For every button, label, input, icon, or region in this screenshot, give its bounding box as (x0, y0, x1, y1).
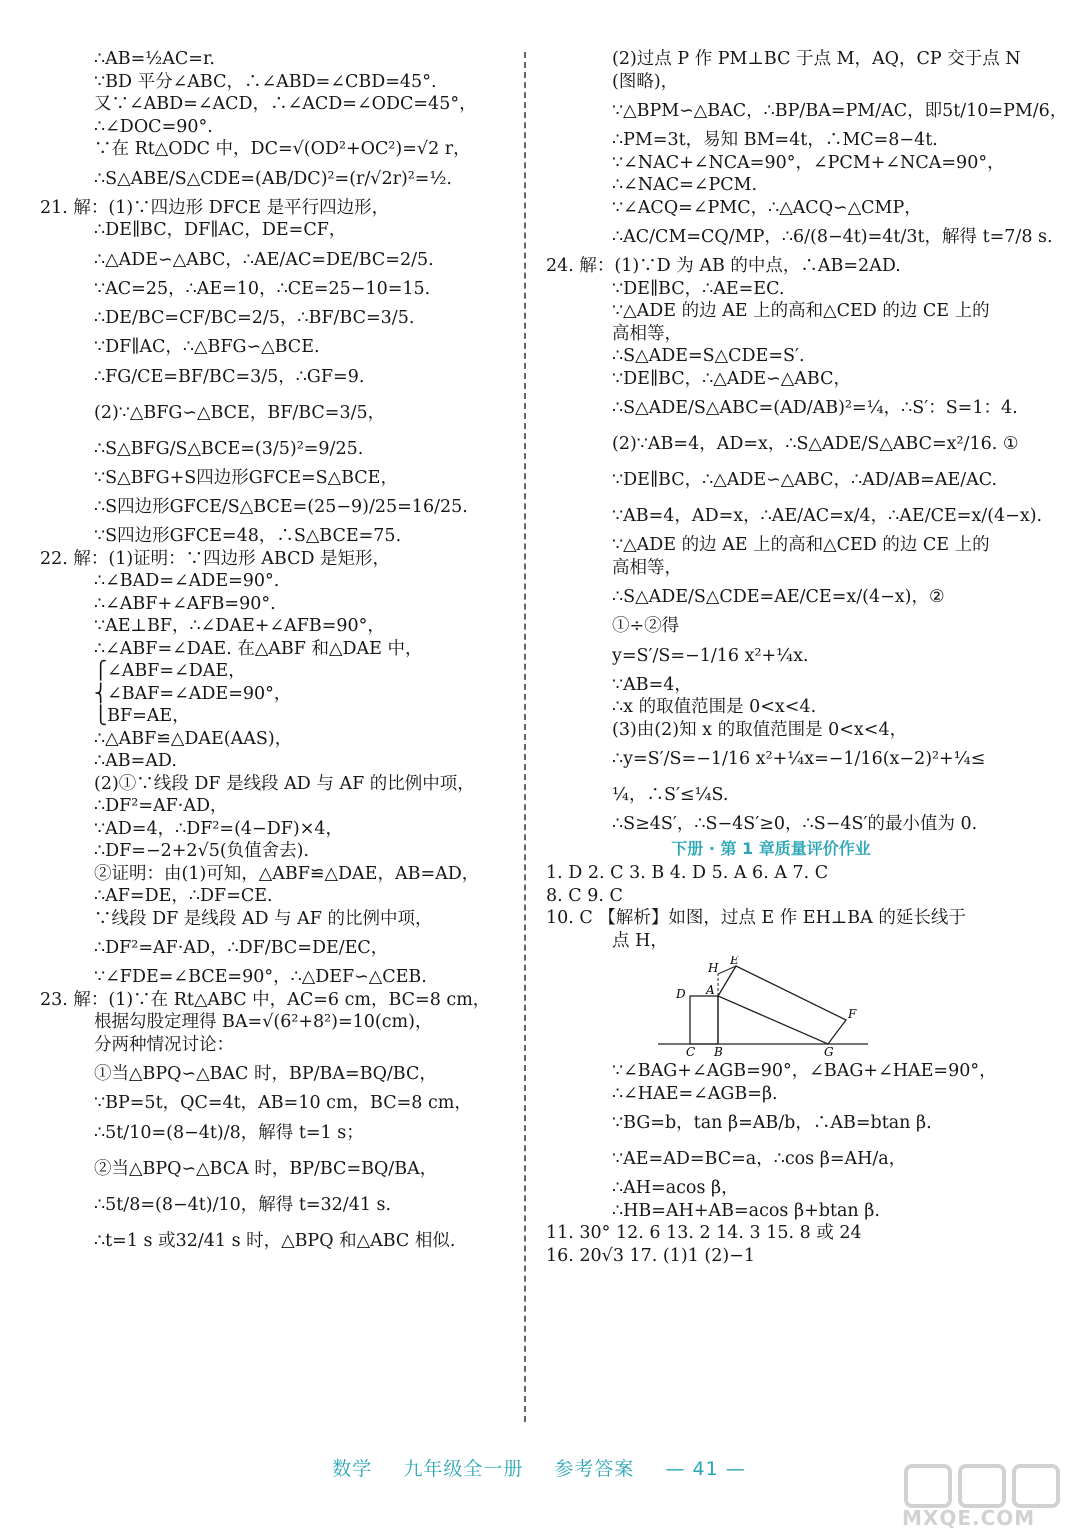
label-f: F (848, 1007, 857, 1021)
left-solution-line: ∴S△BFG/S△BCE=(3/5)²=9/25. (94, 438, 364, 459)
left-solution-line: ∴DF=−2+2√5(负值舍去). (94, 841, 310, 861)
left-solution-line: ∴t=1 s 或32/41 s 时，△BPQ 和△ABC 相似. (94, 1230, 456, 1251)
label-e: E (730, 956, 739, 967)
right-solution-line: 高相等， (612, 323, 682, 344)
right-solution-line: ¼，∴S′≤¼S. (612, 785, 729, 805)
left-solution-line: ∴∠DOC=90°. (94, 116, 213, 137)
label-b: B (714, 1045, 723, 1056)
label-d: D (676, 987, 686, 1001)
right-solution-line: ∴S△ADE/S△CDE=AE/CE=x/(4−x)，② (612, 587, 945, 607)
left-column (40, 48, 510, 1259)
left-solution-line: 23. 解：(1)∵在 Rt△ABC 中，AC=6 cm，BC=8 cm， (40, 989, 491, 1010)
right-solution-line: ∵DE∥BC，∴△ADE∽△ABC， (612, 368, 851, 389)
left-solution-line: ∴AB=AD. (94, 751, 177, 771)
footer-grade: 九年级全一册 (403, 1458, 524, 1480)
right-solution-line: (2)∵AB=4，AD=x，∴S△ADE/S△ABC=x²/16. ① (612, 434, 1019, 454)
answer-line: ∵BG=b，tan β=AB/b，∴AB=btan β. (612, 1113, 932, 1133)
right-solution-line: ∵DE∥BC，∴AE=EC. (612, 278, 785, 299)
right-solution-line: ∵∠ACQ=∠PMC，∴△ACQ∽△CMP， (612, 197, 922, 218)
label-c: C (686, 1045, 696, 1056)
answers-bottom (546, 1060, 996, 1267)
left-solution-line: ∴5t/8=(8−4t)/10，解得 t=32/41 s. (94, 1194, 392, 1215)
right-solution-line: (图略)， (612, 71, 679, 92)
right-solution-line: ①÷②得 (612, 616, 680, 636)
right-solution-line: ∴S≥4S′，∴S−4S′≥0，∴S−4S′的最小值为 0. (612, 814, 978, 834)
right-solution-line: 高相等， (612, 557, 682, 578)
left-solution-line: ∵BD 平分∠ABC，∴∠ABD=∠CBD=45°. (94, 71, 437, 92)
right-solution-line: ∵AB=4， (612, 674, 692, 695)
left-solution-line: ∵线段 DF 是线段 AD 与 AF 的比例中项， (94, 908, 433, 929)
column-divider (524, 52, 526, 1422)
left-solution-line: ⎩BF=AE， (94, 706, 190, 726)
right-solution-line: ∵△ADE 的边 AE 上的高和△CED 的边 CE 上的 (612, 535, 990, 555)
left-solution-line: ∵DF∥AC，∴△BFG∽△BCE. (94, 337, 320, 357)
left-solution-line: ∵BP=5t，QC=4t，AB=10 cm，BC=8 cm， (94, 1093, 472, 1113)
left-solution-line: ①当△BPQ∽△BAC 时，BP/BA=BQ/BC， (94, 1064, 437, 1084)
footer-label: 参考答案 (554, 1458, 635, 1480)
left-solution-line: ∴DF²=AF·AD，∴DF/BC=DE/EC， (94, 938, 389, 958)
left-solution-line: 22. 解：(1)证明：∵四边形 ABCD 是矩形， (40, 548, 391, 569)
left-solution-line: ⎨∠BAF=∠ADE=90°， (94, 683, 292, 704)
right-solution-line: y=S′/S=−1/16 x²+¼x. (612, 645, 809, 666)
right-solution-line: ∴S△ADE=S△CDE=S′. (612, 346, 805, 366)
left-solution-line: ②当△BPQ∽△BCA 时，BP/BC=BQ/BA， (94, 1158, 438, 1179)
answer-line: ∴AH=acos β， (612, 1178, 739, 1198)
right-solution-line: ∵DE∥BC，∴△ADE∽△ABC，∴AD/AB=AE/AC. (612, 470, 998, 490)
right-solution-line: ∴∠NAC=∠PCM. (612, 175, 758, 195)
left-solution-line: ∴FG/CE=BF/BC=3/5，∴GF=9. (94, 366, 365, 387)
left-solution-line: ∴∠BAD=∠ADE=90°. (94, 571, 280, 591)
left-solution-line: ∴∠ABF=∠DAE. 在△ABF 和△DAE 中， (94, 638, 423, 659)
label-a: A (706, 983, 715, 997)
section-title: 下册 · 第 1 章质量评价作业 (671, 838, 871, 858)
answer-line: 1. D 2. C 3. B 4. D 5. A 6. A 7. C (546, 863, 829, 883)
left-solution-line: (2)①∵线段 DF 是线段 AD 与 AF 的比例中项， (94, 773, 475, 794)
right-solution-line: ∴PM=3t，易知 BM=4t，∴MC=8−4t. (612, 130, 938, 150)
label-h: H (708, 961, 719, 975)
watermark-stamp-icon (902, 1462, 1072, 1510)
left-solution-line: ∵∠FDE=∠BCE=90°，∴△DEF∽△CEB. (94, 967, 427, 987)
left-solution-line: ∴AF=DE，∴DF=CE. (94, 886, 273, 906)
left-solution-line: ⎧∠ABF=∠DAE， (94, 661, 246, 681)
left-solution-line: ∵S△BFG+S四边形GFCE=S△BCE， (94, 467, 398, 488)
rect-abcd (690, 996, 718, 1044)
left-solution-line: ∴DE∥BC，DF∥AC，DE=CF， (94, 220, 347, 240)
right-solutions (546, 48, 1068, 836)
right-solution-line: ∴S△ADE/S△ABC=(AD/AB)²=¼，∴S′：S=1：4. (612, 398, 1018, 418)
left-solution-line: ∴DE/BC=CF/BC=2/5，∴BF/BC=3/5. (94, 308, 415, 328)
answer-line: ∵∠BAG+∠AGB=90°，∠BAG+∠HAE=90°， (612, 1061, 997, 1081)
left-solution-line: ∴△ADE∽△ABC，∴AE/AC=DE/BC=2/5. (94, 249, 434, 270)
right-solution-line: ∴y=S′/S=−1/16 x²+¼x=−1/16(x−2)²+¼≤ (612, 749, 986, 769)
answer-line: ∵AE=AD=BC=a，∴cos β=AH/a， (612, 1149, 907, 1169)
rect-aefg (718, 966, 846, 1044)
left-solution-line: ∵在 Rt△ODC 中，DC=√(OD²+OC²)=√2 r， (94, 139, 471, 159)
left-solution-line: ∴AB=½AC=r. (94, 49, 215, 69)
answer-line: 11. 30° 12. 6 13. 2 14. 3 15. 8 或 24 (546, 1223, 862, 1243)
left-solution-line: 分两种情况讨论： (94, 1034, 234, 1055)
left-solution-line: ∵AD=4，∴DF²=(4−DF)×4， (94, 818, 344, 839)
right-solution-line: ∴AC/CM=CQ/MP，∴6/(8−4t)=4t/3t，解得 t=7/8 s. (612, 227, 1053, 247)
left-solution-line: (2)∵△BFG∽△BCE，BF/BC=3/5， (94, 402, 386, 423)
label-g: G (824, 1045, 834, 1056)
left-solution-line: 又∵∠ABD=∠ACD，∴∠ACD=∠ODC=45°， (94, 94, 477, 114)
answer-line: 点 H， (612, 930, 668, 951)
right-solution-line: (3)由(2)知 x 的取值范围是 0<x<4， (612, 719, 908, 740)
left-solution-line: ∴△ABF≌△DAE(AAS)， (94, 728, 293, 749)
left-solution-line: ∴5t/10=(8−4t)/8，解得 t=1 s； (94, 1122, 364, 1143)
right-solution-line: 24. 解：(1)∵D 为 AB 的中点，∴AB=2AD. (546, 256, 901, 276)
geometry-figure (652, 956, 872, 1056)
left-solution-line: ∴∠ABF+∠AFB=90°. (94, 593, 276, 614)
left-solution-line: ∵AC=25，∴AE=10，∴CE=25−10=15. (94, 278, 431, 299)
right-solution-line: ∵△ADE 的边 AE 上的高和△CED 的边 CE 上的 (612, 301, 990, 321)
left-solution-line: ∵AE⊥BF，∴∠DAE+∠AFB=90°， (94, 616, 385, 636)
answers-top (546, 862, 996, 952)
watermark-text: MXQE.COM (902, 1506, 1036, 1530)
left-solution-line: ∴S△ABE/S△CDE=(AB/DC)²=(r/√2r)²=½. (94, 168, 452, 189)
answer-line: 10. C 【解析】如图，过点 E 作 EH⊥BA 的延长线于 (546, 908, 966, 928)
right-solution-line: ∵AB=4，AD=x，∴AE/AC=x/4，∴AE/CE=x/(4−x). (612, 506, 1043, 526)
left-solution-line: ∴S四边形GFCE/S△BCE=(25−9)/25=16/25. (94, 497, 468, 517)
left-solution-line: ②证明：由(1)可知，△ABF≌△DAE，AB=AD， (94, 863, 480, 884)
footer-subject: 数学 (332, 1458, 373, 1480)
answer-line: ∴HB=AH+AB=acos β+btan β. (612, 1200, 880, 1221)
answer-line: 16. 20√3 17. (1)1 (2)−1 (546, 1245, 755, 1266)
left-solution-line: 21. 解：(1)∵四边形 DFCE 是平行四边形， (40, 197, 390, 218)
right-column (546, 48, 1068, 1267)
right-solution-line: ∵∠NAC+∠NCA=90°，∠PCM+∠NCA=90°， (612, 152, 1005, 173)
right-solution-line: (2)过点 P 作 PM⊥BC 于点 M，AQ，CP 交于点 N (612, 49, 1021, 69)
figure-svg (652, 956, 872, 1056)
right-solution-line: ∴x 的取值范围是 0<x<4. (612, 697, 817, 717)
answer-line: ∴∠HAE=∠AGB=β. (612, 1083, 778, 1104)
watermark-logo (902, 1462, 1072, 1530)
left-solution-line: 根据勾股定理得 BA=√(6²+8²)=10(cm)， (94, 1012, 433, 1032)
footer-page-number: — 41 — (665, 1458, 746, 1480)
left-solution-line: ∴DF²=AF·AD， (94, 796, 228, 816)
answer-line: 8. C 9. C (546, 885, 623, 906)
left-solution-line: ∵S四边形GFCE=48，∴S△BCE=75. (94, 526, 402, 546)
right-solution-line: ∵△BPM∽△BAC，∴BP/BA=PM/AC，即5t/10=PM/6， (612, 101, 1068, 121)
